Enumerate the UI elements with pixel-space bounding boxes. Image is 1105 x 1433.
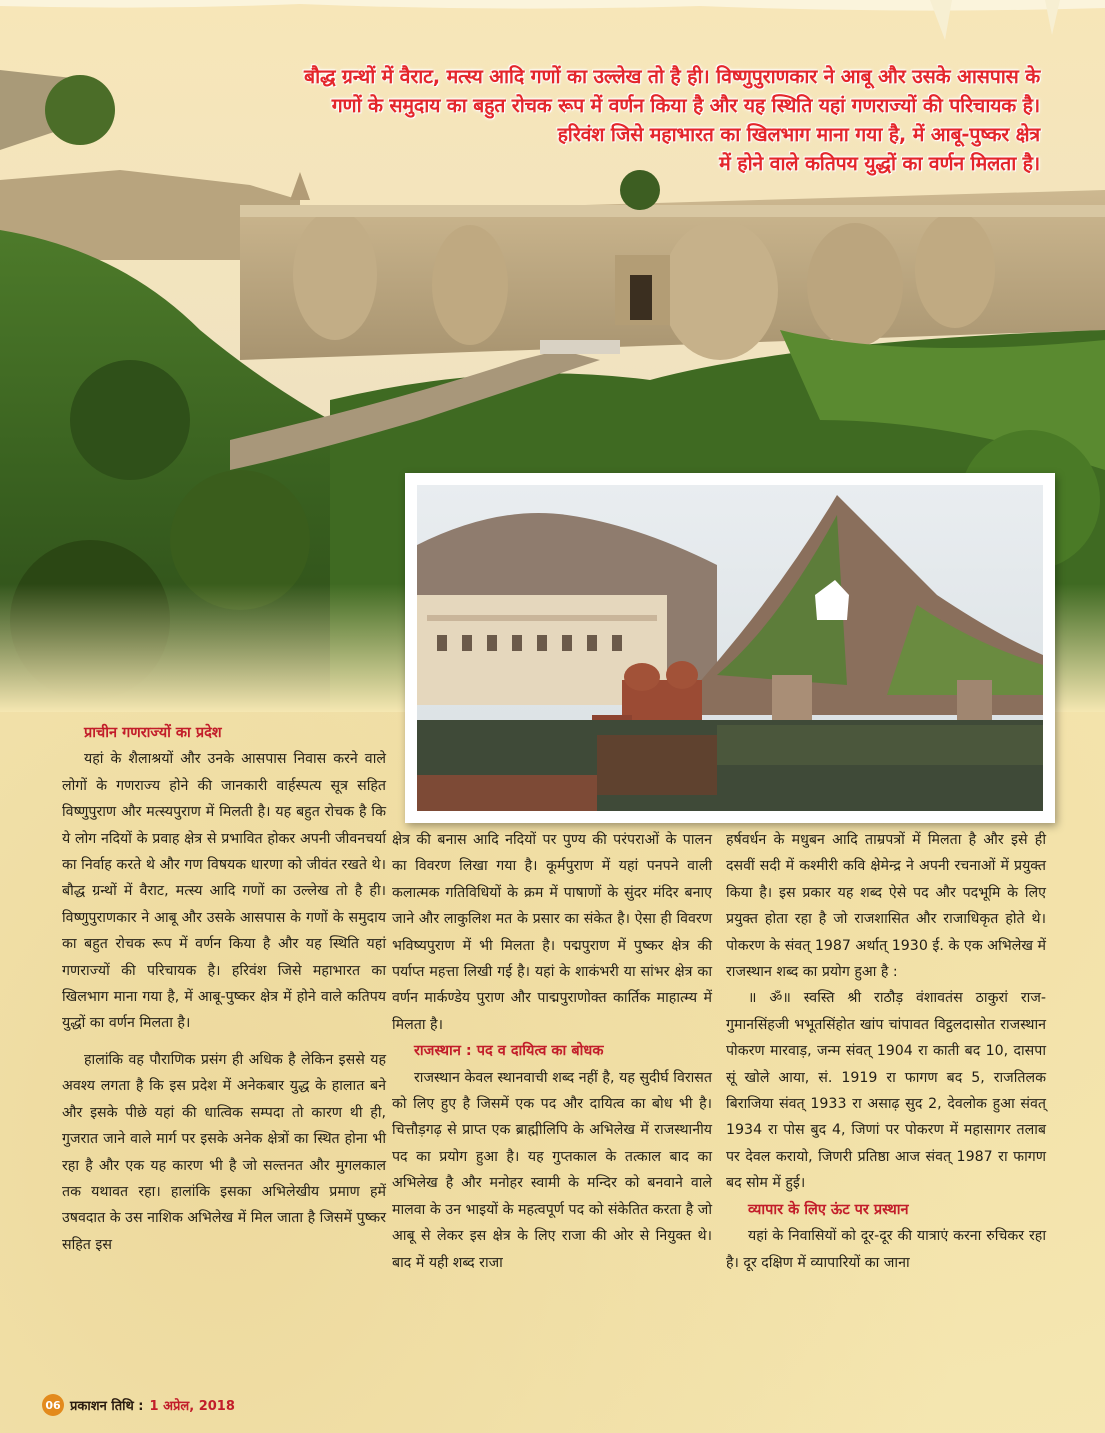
pull-quote-line: हरिवंश जिसे महाभारत का खिलभाग माना गया है, में आबू-पुष्कर क्षेत्र — [557, 123, 1040, 146]
inset-lake-palace-photo — [405, 473, 1055, 823]
inscription-quote: ॥ ॐ॥ स्वस्ति श्री राठौड़ वंशावतंस ठाकुरां राज- गुमानसिंहजी भभूतसिंहोत खांप चांपावत विट्ठलदासोत राजस्थान पोकरण मारवाड़, जन्म संवत् 1904 रा काती बद 10, दासपा सूं खोले आया, सं. 1919 रा फागण बद 5, राजतिलक बिराजिया संवत् 1933 रा असाढ़ सुद 2, देवलोक हुआ संवत् 1934 रा पोस बुद 4, जिणां पर पोकरण में महासागर तलाब पर देवल करायो, जिणरी प्रतिष्ठा आज संवत् 1987 रा फागण बद सोम में हुई। — [726, 990, 1046, 1192]
pull-quote — [180, 62, 1040, 178]
publication-date: 1 अप्रेल, 2018 — [149, 1399, 235, 1414]
article-paragraph: राजस्थान केवल स्थानवाची शब्द नहीं है, यह सुदीर्घ विरासत को लिए हुए है जिसमें एक पद और दायित्व का बोध भी है। चित्तौड़गढ़ से प्राप्त एक ब्राह्मीलिपि के अभिलेख में राजस्थानीय पद का प्रयोग हुआ है। यह गुप्तकाल के तत्काल बाद का अभिलेख है और मनोहर स्वामी के मन्दिर को बनवाने वाले मालवा के उन भाइयों के महत्वपूर्ण पद को संकेतित करता है जो आबू से लेकर इस क्षेत्र के लिए राजा की ओर से नियुक्त थे। बाद में यही शब्द राजा — [392, 1069, 712, 1271]
article-column-3 — [726, 827, 1046, 1276]
article-paragraph: यहां के शैलाश्रयों और उनके आसपास निवास करने वाले लोगों के गणराज्य होने की जानकारी वार्हस्पत्य सूत्र सहित विष्णुपुराण और मत्स्यपुराण में मिलती है। यह बहुत रोचक है कि ये लोग नदियों के प्रवाह क्षेत्र से प्रभावित होकर अपनी जीवनचर्या का निर्वाह करते थे और गण विषयक धारणा को जीवंत रखते थे। बौद्ध ग्रन्थों में वैराट, मत्स्य आदि गणों का उल्लेख तो है ही। विष्णुपुराणकार ने आबू और उसके आसपास के गणों के समुदाय का बहुत रोचक रूप में वर्णन किया है और यह स्थिति यहां गणराज्यों की परिचायक है। हरिवंश जिसे महाभारत का खिलभाग माना गया है, में आबू-पुष्कर क्षेत्र में होने वाले कतिपय युद्धों का वर्णन मिलता है। — [62, 751, 386, 1032]
pull-quote-line: में होने वाले कतिपय युद्धों का वर्णन मिलता है। — [719, 152, 1040, 175]
page-footer — [42, 1393, 235, 1417]
article-paragraph: हालांकि वह पौराणिक प्रसंग ही अधिक है लेकिन इससे यह अवश्य लगता है कि इस प्रदेश में अनेकबार युद्ध के हालात बने और इसके पीछे यहां की धात्विक सम्पदा तो कारण थी ही, गुजरात जाने वाले मार्ग पर इसके अनेक क्षेत्रों का स्थित होना भी रहा है और एक यह कारण भी है जो सल्तनत और मुगलकाल तक यथावत रहा। हालांकि इसका अभिलेखीय प्रमाण हमें उषवदात के उस नाशिक अभिलेख में मिल जाता है जिसमें पुष्कर सहित इस — [62, 1051, 386, 1253]
section-heading-camel-trade: व्यापार के लिए ऊंट पर प्रस्थान — [748, 1201, 909, 1218]
article-paragraph: यहां के निवासियों को दूर-दूर की यात्राएं करना रुचिकर रहा है। दूर दक्षिण में व्यापारियों का जाना — [726, 1228, 1046, 1271]
pull-quote-line: बौद्ध ग्रन्थों में वैराट, मत्स्य आदि गणों का उल्लेख तो है ही। विष्णुपुराणकार ने आबू और उसके आसपास के — [303, 65, 1040, 88]
article-paragraph: क्षेत्र की बनास आदि नदियों पर पुण्य की परंपराओं के पालन का विवरण लिखा गया है। कूर्मपुराण में यहां पनपने वाली कलात्मक गतिविधियों के क्रम में पाषाणों के सुंदर मंदिर बनाए जाने और लाकुलिश मत के प्रसार का संकेत है। ऐसा ही विवरण भविष्यपुराण में भी मिलता है। पद्मपुराण में पुष्कर क्षेत्र की पर्याप्त महत्ता लिखी गई है। यहां के शाकंभरी या सांभर क्षेत्र का वर्णन मार्कण्डेय पुराण और पाद्मपुराणोक्त कार्तिक माहात्म्य में मिलता है। — [392, 832, 712, 1033]
torn-paper-edge — [0, 0, 1105, 40]
article-column-1 — [62, 720, 386, 1258]
section-heading-rajasthan-title: राजस्थान : पद व दायित्व का बोधक — [414, 1043, 604, 1060]
section-heading-ancient-republics: प्राचीन गणराज्यों का प्रदेश — [84, 725, 222, 741]
article-paragraph: हर्षवर्धन के मधुबन आदि ताम्रपत्रों में मिलता है और इसे ही दसवीं सदी में कश्मीरी कवि क्षेमेन्द्र ने अपनी रचनाओं में प्रयुक्त किया है। इस प्रकार यह शब्द ऐसे पद और पदभूमि के लिए प्रयुक्त होता रहा है जो राजशासित और राजाधिकृत होते थे। पोकरण के संवत् 1987 अर्थात् 1930 ई. के एक अभिलेख में राजस्थान शब्द का प्रयोग हुआ है : — [726, 832, 1046, 981]
page-number-badge: 06 — [42, 1394, 64, 1416]
article-column-2 — [392, 827, 712, 1276]
publication-date-label: प्रकाशन तिथि : — [70, 1399, 144, 1414]
pull-quote-line: गणों के समुदाय का बहुत रोचक रूप में वर्णन किया है और यह स्थिति यहां गणराज्यों की परिचायक है। — [331, 94, 1040, 117]
